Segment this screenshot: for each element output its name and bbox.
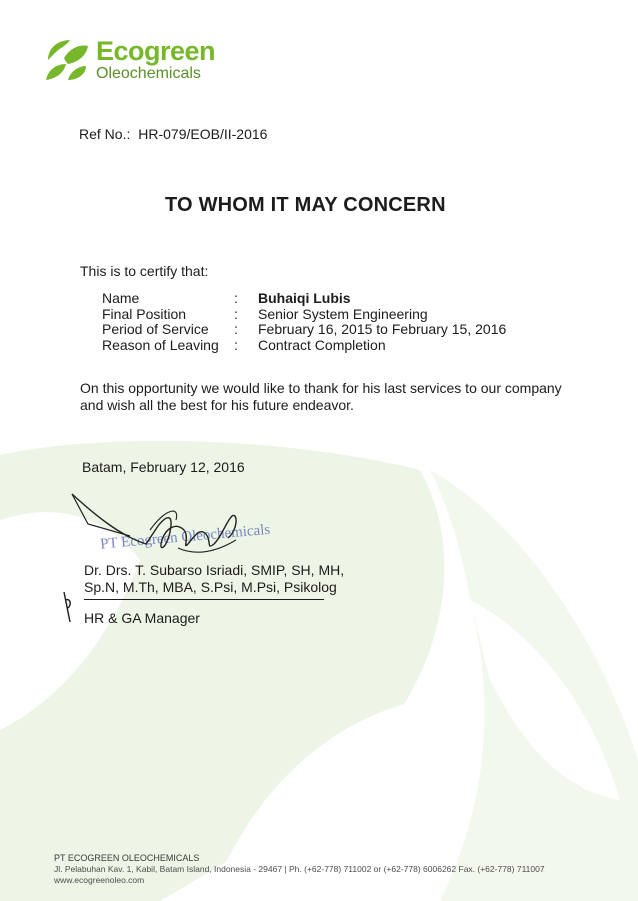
company-stamp-text: PT Ecogreen Oleochemicals xyxy=(99,521,271,553)
ref-label: Ref No.: xyxy=(79,126,131,142)
detail-colon: : xyxy=(234,290,238,306)
detail-colon: : xyxy=(234,305,238,322)
company-logo xyxy=(44,36,234,86)
letter-heading: TO WHOM IT MAY CONCERN xyxy=(165,194,446,216)
detail-colon: : xyxy=(234,321,238,337)
closing-paragraph: On this opportunity we would like to thank for his last services to our company and wish all the best for his future endeavor. xyxy=(80,380,562,413)
detail-label: Period of Service xyxy=(102,321,209,337)
leaf-logo-icon xyxy=(44,38,90,82)
detail-value: Senior System Engineering xyxy=(258,305,428,322)
detail-value: February 16, 2015 to February 15, 2016 xyxy=(258,321,507,337)
letter-footer xyxy=(54,853,545,886)
footer-company: PT ECOGREEN OLEOCHEMICALS xyxy=(54,853,200,863)
detail-value: Buhaiqi Lubis xyxy=(258,290,351,306)
footer-website-link[interactable]: www.ecogreenoleo.com xyxy=(54,875,145,885)
brand-subtitle: Oleochemicals xyxy=(96,65,201,82)
signatory-name-line-1: Dr. Drs. T. Subarso Isriadi, SMIP, SH, MH, xyxy=(84,562,345,578)
footer-address: Jl. Pelabuhan Kav. 1, Kabil, Batam Island, Indonesia - 29467 | Ph. (+62-778) 711002 or (+62-778) 6006262 Fax. (+62-778) 711007 xyxy=(54,864,545,874)
detail-label: Name xyxy=(102,290,140,306)
letter-date: Batam, February 12, 2016 xyxy=(82,459,245,475)
intro-text: This is to certify that: xyxy=(80,263,209,279)
detail-label: Reason of Leaving xyxy=(102,336,219,353)
brand-name: Ecogreen xyxy=(96,36,216,66)
signatory-name xyxy=(84,562,344,596)
detail-value: Contract Completion xyxy=(258,336,386,353)
detail-colon: : xyxy=(234,336,238,353)
signatory-name-line-2: Sp.N, M.Th, MBA, S.Psi, M.Psi, Psikolog xyxy=(84,579,337,595)
ref-value: HR-079/EOB/II-2016 xyxy=(138,126,268,142)
initials-mark xyxy=(60,590,76,626)
detail-label: Final Position xyxy=(102,305,187,322)
signature-rule xyxy=(84,599,324,600)
signatory-title: HR & GA Manager xyxy=(84,610,200,626)
signature-and-stamp xyxy=(66,486,286,566)
reference-number xyxy=(79,126,267,142)
